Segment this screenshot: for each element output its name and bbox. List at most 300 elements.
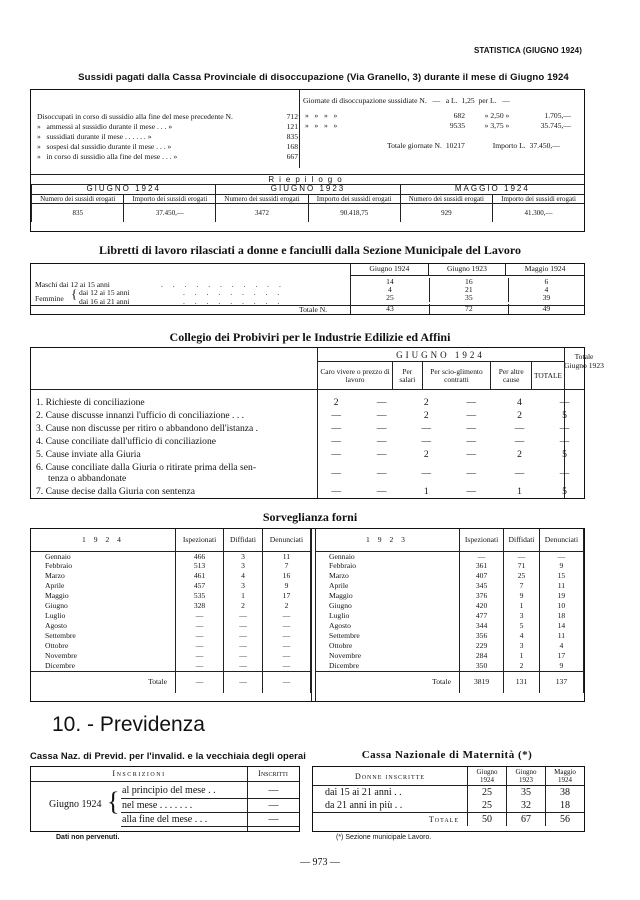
libretti-cols	[350, 264, 584, 276]
forni-val: 4	[224, 571, 263, 581]
libretti-val: 21	[429, 286, 508, 294]
month-label: Marzo	[31, 571, 176, 581]
probiviri-val: —	[559, 436, 570, 447]
forni-val: 361	[460, 561, 504, 571]
mat-total-val: 50	[468, 813, 507, 827]
probiviri-val: —	[514, 436, 525, 447]
forni-val: 9	[262, 581, 310, 591]
forni-row	[31, 601, 311, 611]
forni-val: 2	[224, 601, 263, 611]
probiviri-val: —	[376, 486, 387, 497]
forni-val: —	[539, 551, 583, 561]
row-label: da 21 anni in più . .	[325, 800, 403, 811]
month-label: Luglio	[31, 611, 176, 621]
month-label: Febbraio	[31, 561, 176, 571]
libretti-val: 16	[429, 278, 508, 286]
forni-val: 420	[460, 601, 504, 611]
col-inscrizioni: Inscrizioni	[112, 769, 166, 778]
probiviri-box	[30, 347, 604, 499]
maternita-box	[312, 766, 585, 832]
sussidi-right-row	[303, 121, 573, 131]
sussidi-right-row	[303, 111, 573, 121]
probiviri-val: —	[466, 410, 477, 421]
forni-box	[30, 528, 585, 702]
col-num: Numero dei sussidi erogati	[216, 195, 308, 204]
probiviri-row	[35, 461, 584, 485]
forni-val: 2	[262, 601, 310, 611]
row-label: » in corso di sussidio alla fine del mese . . . »	[37, 152, 178, 161]
libretti-val: 4	[351, 286, 430, 294]
forni-col: Ispezionati	[460, 529, 504, 551]
forni-val: 9	[504, 591, 540, 601]
row-label: nel mese . . . . . . .	[122, 799, 193, 811]
libretti-total: 43	[351, 304, 430, 314]
forni-total-val: 137	[539, 671, 583, 693]
val-imp: 37.450,—	[124, 204, 216, 222]
probiviri-val: 2	[333, 397, 339, 408]
probiviri-val: —	[514, 467, 525, 479]
previdenza-heading: 10. - Previdenza	[52, 713, 205, 736]
col-num: Numero dei sussidi erogati	[32, 195, 124, 204]
probiviri-val: —	[421, 436, 432, 447]
probiviri-col: Per scio-glimento contratti	[422, 362, 491, 390]
probiviri-val: 5	[562, 486, 567, 497]
month-label: Ottobre	[31, 641, 176, 651]
month-label: Febbraio	[315, 561, 460, 571]
year-header: 1 9 2 4	[31, 529, 176, 551]
sussidi-left-row	[35, 132, 300, 142]
probiviri-col: Per salari	[393, 362, 422, 390]
sussidi-left-row	[35, 142, 300, 152]
row-label: 4. Cause conciliate dall'ufficio di conciliazione	[36, 436, 217, 447]
probiviri-val: —	[376, 467, 387, 479]
forni-row	[315, 561, 584, 571]
forni-val: —	[262, 621, 310, 631]
forni-val: —	[262, 611, 310, 621]
probiviri-val: —	[331, 467, 341, 479]
mat-val: 38	[546, 786, 585, 800]
forni-val: 15	[539, 571, 583, 581]
forni-val: 11	[539, 631, 583, 641]
forni-val: —	[224, 611, 263, 621]
probiviri-val: —	[421, 467, 432, 479]
val-imp: 90.418,75	[308, 204, 400, 222]
forni-row	[31, 621, 311, 631]
probiviri-val: —	[466, 486, 477, 497]
month-label: Settembre	[31, 631, 176, 641]
probiviri-val: 2	[517, 449, 522, 460]
invalid-box: Inscrizioni Inscritti Giugno 1924 { al principio del mese . . — nel mese . . . . . . . — alla fine del mese . . . —	[30, 766, 300, 832]
libretti-total: 49	[508, 304, 584, 314]
forni-val: 466	[176, 551, 224, 561]
probiviri-row	[35, 448, 584, 461]
total-label: Totale	[315, 671, 460, 693]
forni-row	[31, 641, 311, 651]
forni-val: 407	[460, 571, 504, 581]
probiviri-val: —	[514, 423, 525, 434]
probiviri-row	[35, 422, 584, 435]
left-period: Giugno 1924	[49, 799, 102, 810]
probiviri-val: —	[331, 449, 341, 460]
mat-val: 25	[468, 786, 507, 800]
forni-val: 16	[262, 571, 310, 581]
val-num: 929	[400, 204, 492, 222]
forni-row	[31, 561, 311, 571]
left-note: Dati non pervenuti.	[56, 834, 120, 841]
forni-val: 477	[460, 611, 504, 621]
probiviri-title: Collegio dei Probiviri per le Industrie Edilizie ed Affini	[169, 330, 451, 344]
mat-total-val: 67	[507, 813, 546, 827]
forni-val: 4	[539, 641, 583, 651]
probiviri-val: 5	[562, 410, 567, 421]
libretti-col: Giugno 1924	[351, 264, 429, 275]
forni-row	[31, 591, 311, 601]
probiviri-val: 2	[517, 410, 522, 421]
forni-title: Sorveglianza forni	[262, 510, 358, 524]
page-number: — 973 —	[300, 857, 340, 868]
month-label: Gennaio	[315, 551, 460, 561]
col-imp: Importo dei sussidi erogati	[124, 195, 216, 204]
row-value: 712	[286, 112, 298, 121]
mat-val: 25	[468, 799, 507, 813]
mat-val: 32	[507, 799, 546, 813]
row-label: dai 15 ai 21 anni . .	[325, 787, 402, 798]
probiviri-val: —	[376, 449, 387, 460]
probiviri-val: —	[559, 423, 570, 434]
forni-val: 17	[539, 651, 583, 661]
probiviri-val: —	[376, 397, 387, 408]
forni-val: 9	[539, 661, 583, 671]
row-value: 835	[286, 132, 298, 141]
probiviri-row	[35, 435, 584, 448]
month-label: Maggio	[31, 591, 176, 601]
month-label: Giugno	[315, 601, 460, 611]
col-imp: Importo dei sussidi erogati	[493, 195, 584, 204]
forni-row	[31, 581, 311, 591]
right-total: Totale giornate N. 10217 Importo L. 37.450,—	[387, 141, 560, 150]
forni-total	[31, 671, 311, 693]
forni-val: 5	[504, 621, 540, 631]
forni-header	[315, 529, 584, 551]
val-imp: 41.300,—	[493, 204, 584, 222]
mat-col: Maggio 1924	[546, 767, 585, 786]
month-label: Maggio	[315, 591, 460, 601]
forni-col: Denunciati	[539, 529, 583, 551]
right-header: Giornate di disoccupazione sussidiate N. — a L. 1,25 per L. —	[303, 96, 510, 105]
probiviri-row	[35, 396, 584, 409]
forni-val: —	[224, 621, 263, 631]
mat-val: 18	[546, 799, 585, 813]
forni-val: 11	[539, 581, 583, 591]
probiviri-val: 2	[423, 410, 429, 421]
row-label: » sussidiati durante il mese . . . . . . »	[37, 132, 152, 141]
riepilogo-table	[31, 184, 584, 222]
forni-val: 3	[224, 551, 263, 561]
row-label: 5. Cause inviate alla Giuria	[36, 449, 141, 460]
forni-val: 345	[460, 581, 504, 591]
row-label: » ammessi al sussidio durante il mese . . . »	[37, 122, 173, 131]
forni-val: —	[176, 621, 224, 631]
forni-val: 18	[539, 611, 583, 621]
probiviri-val: —	[376, 423, 387, 434]
forni-val: —	[262, 651, 310, 661]
period-header: MAGGIO 1924	[400, 184, 584, 195]
sussidi-right-block	[303, 96, 581, 150]
row-label: 2. Cause discusse innanzi l'ufficio di conciliazione . . .	[36, 410, 245, 421]
forni-val: 17	[262, 591, 310, 601]
libretti-val: 39	[508, 294, 584, 302]
month-label: Novembre	[315, 651, 460, 661]
probiviri-last-col: Totale Giugno 1923	[564, 352, 604, 370]
forni-row	[315, 651, 584, 661]
forni-val: 344	[460, 621, 504, 631]
period-header: GIUGNO 1923	[216, 184, 400, 195]
probiviri-val: —	[421, 423, 432, 434]
forni-val: —	[460, 551, 504, 561]
period-header: GIUGNO 1924	[32, 184, 216, 195]
probiviri-val: —	[331, 436, 341, 447]
forni-val: 284	[460, 651, 504, 661]
year-header: 1 9 2 3	[315, 529, 460, 551]
sussidi-left-row	[35, 112, 300, 122]
probiviri-col: Per altre cause	[491, 362, 532, 390]
row-n: 682	[453, 111, 465, 120]
row-val: —	[248, 798, 300, 812]
row-val: —	[248, 784, 300, 798]
row-label: al principio del mese . .	[122, 785, 216, 797]
brace: {	[71, 286, 78, 301]
forni-row	[31, 661, 311, 671]
forni-val: 1	[504, 601, 540, 611]
forni-val: 356	[460, 631, 504, 641]
probiviri-val: —	[466, 449, 477, 460]
probiviri-val: —	[466, 397, 477, 408]
forni-val: 7	[262, 561, 310, 571]
forni-val: —	[176, 641, 224, 651]
forni-row	[31, 631, 311, 641]
mat-row	[313, 786, 584, 800]
probiviri-val: —	[466, 436, 477, 447]
month-label: Settembre	[315, 631, 460, 641]
forni-val: 1	[504, 651, 540, 661]
month-label: Dicembre	[31, 661, 176, 671]
probiviri-group: GIUGNO 1924	[396, 350, 485, 360]
forni-val: 11	[262, 551, 310, 561]
month-label: Ottobre	[315, 641, 460, 651]
forni-val: 513	[176, 561, 224, 571]
libretti-total-label: Totale N.	[299, 305, 328, 314]
row-value: 168	[286, 142, 298, 151]
forni-val: —	[176, 631, 224, 641]
forni-row	[31, 651, 311, 661]
forni-val: —	[176, 661, 224, 671]
divider	[299, 90, 300, 168]
probiviri-val: —	[331, 486, 341, 497]
running-header: STATISTICA (GIUGNO 1924)	[473, 46, 582, 55]
row-label: » » » »	[305, 121, 338, 130]
forni-val: 25	[504, 571, 540, 581]
month-label: Dicembre	[315, 661, 460, 671]
probiviri-col: TOTALE	[531, 362, 564, 390]
forni-val: 535	[176, 591, 224, 601]
forni-row	[315, 551, 584, 561]
col-num: Numero dei sussidi erogati	[400, 195, 492, 204]
forni-val: —	[262, 641, 310, 651]
forni-val: 3	[224, 561, 263, 571]
forni-val: 4	[504, 631, 540, 641]
row-value: 121	[286, 122, 298, 131]
forni-val: 3	[504, 611, 540, 621]
forni-total-val: —	[224, 671, 263, 693]
month-label: Agosto	[31, 621, 176, 631]
row-label: 3. Cause non discusse per ritiro o abbandono dell'istanza .	[36, 423, 259, 434]
probiviri-val: —	[376, 436, 387, 447]
probiviri-col: Caro vivere o prezzo di lavoro	[318, 362, 393, 390]
forni-row	[31, 611, 311, 621]
total-label: Totale	[428, 815, 459, 824]
forni-val: 350	[460, 661, 504, 671]
forni-col: Diffidati	[224, 529, 263, 551]
forni-val: —	[224, 661, 263, 671]
libretti-val: 14	[351, 278, 430, 286]
row-label: alla fine del mese . . .	[122, 813, 208, 825]
probiviri-val: 4	[517, 397, 522, 408]
month-label: Marzo	[315, 571, 460, 581]
forni-1924	[31, 529, 311, 693]
forni-total	[315, 671, 584, 693]
forni-val: —	[176, 651, 224, 661]
forni-val: 71	[504, 561, 540, 571]
col-inscritti: Inscritti	[258, 769, 288, 778]
row-label: 6. Cause conciliate dalla Giuria o ritirate prima della sen- tenza o abbandonate	[36, 462, 257, 484]
probiviri-val: 5	[562, 449, 567, 460]
row-label: 1. Richieste di conciliazione	[36, 397, 145, 408]
probiviri-val: 1	[423, 486, 429, 497]
forni-val: 328	[176, 601, 224, 611]
libretti-val: 4	[508, 286, 584, 294]
left-title: Cassa Naz. di Previd. per l'invalid. e la vecchiaia degli operai	[30, 750, 306, 761]
forni-total-val: —	[262, 671, 310, 693]
mat-col: Giugno 1924	[468, 767, 507, 786]
forni-val: 1	[224, 591, 263, 601]
forni-val: 14	[539, 621, 583, 631]
mat-val: 35	[507, 786, 546, 800]
month-label: Giugno	[31, 601, 176, 611]
forni-row	[315, 631, 584, 641]
mat-row	[313, 799, 584, 813]
forni-val: —	[504, 551, 540, 561]
libretti-row	[351, 294, 585, 302]
inscrizioni-row	[121, 812, 299, 826]
forni-val: 7	[504, 581, 540, 591]
forni-val: 3	[224, 581, 263, 591]
libretti-val: 6	[508, 278, 584, 286]
inscrizioni-row	[121, 784, 299, 798]
probiviri-val: —	[466, 423, 477, 434]
libretti-col: Giugno 1923	[428, 264, 506, 275]
probiviri-val: —	[466, 467, 477, 479]
probiviri-val: —	[559, 397, 570, 408]
sussidi-left-row	[35, 152, 300, 162]
sussidi-box	[30, 89, 585, 232]
forni-row	[315, 571, 584, 581]
forni-val: 3	[504, 641, 540, 651]
forni-1923	[315, 529, 584, 693]
row-rate: » 3,75 »	[484, 121, 510, 130]
forni-val: —	[262, 631, 310, 641]
forni-val: —	[176, 611, 224, 621]
libretti-row-f2: dai 16 ai 21 anni	[79, 297, 130, 306]
libretti-col: Maggio 1924	[506, 264, 584, 275]
row-value: 667	[286, 152, 298, 161]
forni-col: Diffidati	[504, 529, 540, 551]
forni-val: 376	[460, 591, 504, 601]
forni-total-val: 131	[504, 671, 540, 693]
month-label: Aprile	[315, 581, 460, 591]
val-num: 835	[32, 204, 124, 222]
forni-row	[315, 581, 584, 591]
row-amt: 1.705,—	[544, 111, 571, 120]
forni-val: 229	[460, 641, 504, 651]
forni-val: 10	[539, 601, 583, 611]
col-imp: Importo dei sussidi erogati	[308, 195, 400, 204]
libretti-title: Libretti di lavoro rilasciati a donne e fanciulli dalla Sezione Municipale del Lavoro	[98, 243, 521, 257]
row-label: » sospesi dal sussidio durante il mese . . . »	[37, 142, 172, 151]
forni-row	[315, 641, 584, 651]
mat-col: Giugno 1923	[507, 767, 546, 786]
month-label: Luglio	[315, 611, 460, 621]
forni-row	[315, 601, 584, 611]
mat-col: Donne inscritte	[354, 771, 426, 781]
row-val: —	[248, 812, 300, 826]
forni-row	[315, 591, 584, 601]
sussidi-left-row	[35, 122, 300, 132]
forni-val: 2	[504, 661, 540, 671]
forni-total-val: 3819	[460, 671, 504, 693]
probiviri-val: 1	[517, 486, 522, 497]
forni-row	[31, 551, 311, 561]
libretti-row-f1: dai 12 ai 15 anni	[79, 288, 130, 297]
riepilogo-title: Riepilogo	[31, 174, 584, 185]
month-label: Gennaio	[31, 551, 176, 561]
probiviri-val: —	[559, 467, 570, 479]
forni-row	[315, 611, 584, 621]
inscrizioni-row	[121, 798, 299, 812]
sussidi-title: Sussidi pagati dalla Cassa Provinciale di disoccupazione (Via Granello, 3) durante il mese di Giugno 1924	[78, 72, 569, 83]
libretti-val: 35	[429, 294, 508, 302]
val-num: 3472	[216, 204, 308, 222]
right-note: (*) Sezione municipale Lavoro.	[336, 834, 432, 841]
sussidi-left-block	[35, 112, 300, 162]
forni-col: Denunciati	[262, 529, 310, 551]
forni-row	[315, 661, 584, 671]
probiviri-val: —	[331, 423, 341, 434]
forni-val: 457	[176, 581, 224, 591]
forni-val: 9	[539, 561, 583, 571]
probiviri-val: —	[331, 410, 341, 421]
row-rate: » 2,50 »	[484, 111, 510, 120]
forni-val: 461	[176, 571, 224, 581]
libretti-val: 25	[351, 294, 430, 302]
row-label-cont: tenza o abbandonate	[48, 473, 127, 484]
libretti-box: Giugno 1924 Giugno 1923 Maggio 1924 Maschi dai 12 ai 15 anni Femmine { dai 12 ai 15 anni dai 16 ai 21 anni . . . . . . . . . . . . . . . . . . . . . . . . . . . . . 14 16 6 4 21 4 25 35 39 Totale N. 43 72 49	[30, 263, 585, 315]
probiviri-val: 2	[423, 397, 429, 408]
row-label: » » » »	[305, 111, 338, 120]
probiviri-val: —	[376, 410, 387, 421]
forni-val: —	[224, 651, 263, 661]
mat-total-val: 56	[546, 813, 585, 827]
forni-val: —	[224, 641, 263, 651]
